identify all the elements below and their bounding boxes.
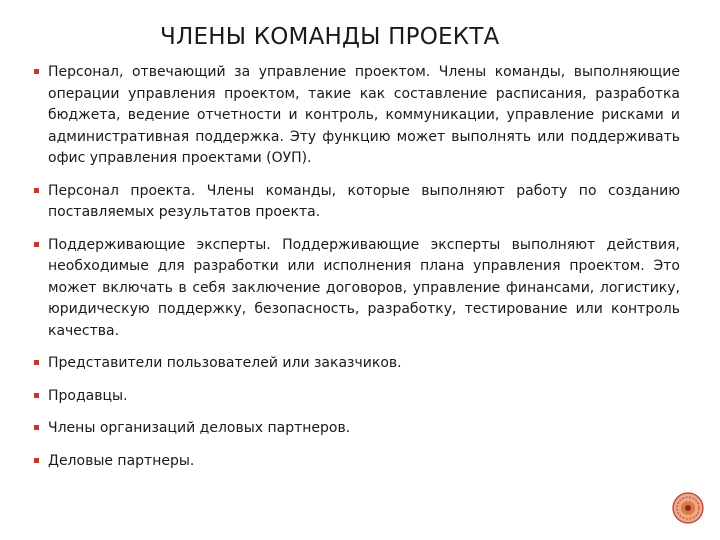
list-item	[34, 181, 680, 224]
list-item	[34, 451, 680, 473]
list-item	[34, 235, 680, 343]
decorative-seal-icon	[672, 492, 704, 524]
list-item	[34, 386, 680, 408]
list-item	[34, 62, 680, 170]
slide-title: ЧЛЕНЫ КОМАНДЫ ПРОЕКТА	[160, 24, 500, 50]
list-item-text: Продавцы.	[48, 387, 128, 404]
square-bullet-icon	[34, 242, 39, 247]
square-bullet-icon	[34, 69, 39, 74]
list-item-text: Представители пользователей или заказчиков.	[48, 355, 402, 371]
list-item	[34, 418, 680, 440]
list-item-text: Поддерживающие эксперты. Поддерживающие эксперты выполняют действия, необходимые для разработки или исполнения плана управления проектом. Это может включать в себя заключение договоров, управление финансами, логистику, юридическую поддержку, безопасность, разработку, тестирование или контроль качества.	[48, 236, 680, 339]
square-bullet-icon	[34, 188, 39, 193]
square-bullet-icon	[34, 360, 39, 365]
square-bullet-icon	[34, 393, 39, 398]
list-item-text: Персонал, отвечающий за управление проектом. Члены команды, выполняющие операции управления проектом, такие как составление расписания, разработка бюджета, ведение отчетности и контроль, коммуникации, управление рисками и административная поддержка. Эту функцию может выполнять или поддерживать офис управления проектами (ОУП).	[48, 64, 680, 166]
list-item-text: Члены организаций деловых партнеров.	[48, 420, 351, 436]
list-item	[34, 353, 680, 375]
square-bullet-icon	[34, 425, 39, 430]
square-bullet-icon	[34, 458, 39, 463]
list-item-text: Персонал проекта. Члены команды, которые выполняют работу по созданию поставляемых результатов проекта.	[48, 182, 680, 220]
bullet-list	[34, 62, 680, 483]
list-item-text: Деловые партнеры.	[48, 452, 195, 469]
